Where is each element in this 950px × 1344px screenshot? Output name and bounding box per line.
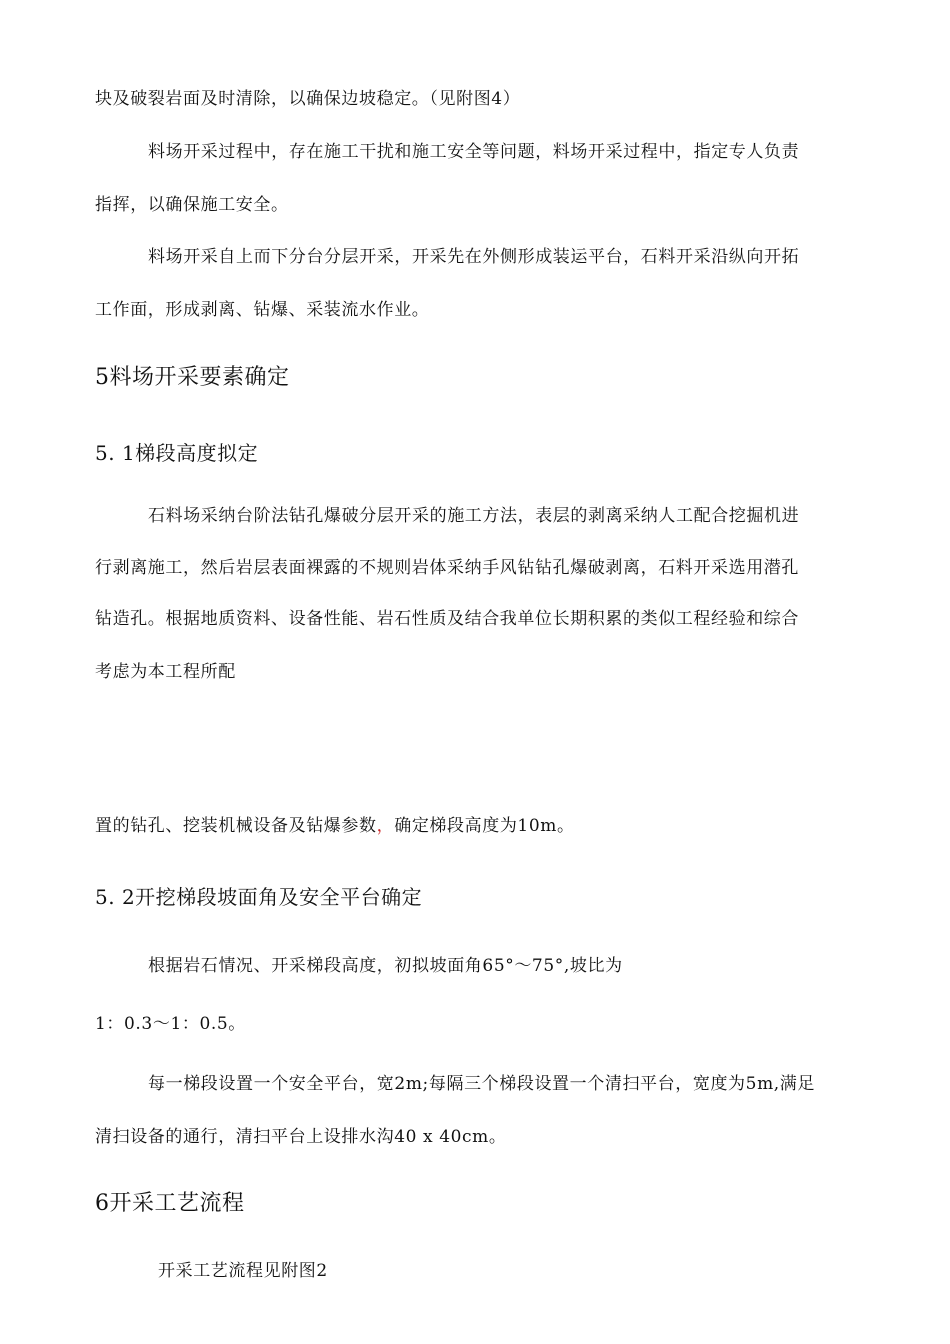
paragraph-line: 料场开采自上而下分台分层开采，开采先在外侧形成装运平台，石料开采沿纵向开拓 bbox=[148, 247, 800, 267]
red-comma: ， bbox=[376, 816, 395, 836]
paragraph-line: 清扫设备的通行，清扫平台上设排水沟40 x 40cm。 bbox=[95, 1127, 507, 1147]
paragraph-line: 考虑为本工程所配 bbox=[95, 662, 236, 682]
section-heading-6: 6开采工艺流程 bbox=[95, 1191, 245, 1216]
section-heading-5-2: 5. 2开挖梯段坡面角及安全平台确定 bbox=[95, 885, 423, 909]
section-heading-5: 5料场开采要素确定 bbox=[95, 365, 290, 390]
paragraph-line: 开采工艺流程见附图2 bbox=[158, 1261, 328, 1281]
paragraph-line: 每一梯段设置一个安全平台，宽2m;每隔三个梯段设置一个清扫平台，宽度为5m,满足 bbox=[148, 1074, 816, 1094]
paragraph-line: 石料场采纳台阶法钻孔爆破分层开采的施工方法，表层的剥离采纳人工配合挖掘机进 bbox=[148, 506, 800, 526]
paragraph-line: 块及破裂岩面及时清除，以确保边坡稳定。（见附图4） bbox=[95, 89, 521, 109]
paragraph-line: 指挥，以确保施工安全。 bbox=[95, 195, 289, 215]
paragraph-line bbox=[95, 815, 575, 837]
paragraph-line: 料场开采过程中，存在施工干扰和施工安全等问题，料场开采过程中，指定专人负责 bbox=[148, 142, 800, 162]
paragraph-line: 行剥离施工，然后岩层表面裸露的不规则岩体采纳手风钻钻孔爆破剥离，石料开采选用潜孔 bbox=[95, 558, 799, 578]
text-segment: 置的钻孔、挖装机械设备及钻爆参数 bbox=[95, 816, 377, 836]
paragraph-line: 钻造孔。根据地质资料、设备性能、岩石性质及结合我单位长期积累的类似工程经验和综合 bbox=[95, 609, 799, 629]
text-segment: 确定梯段高度为10m。 bbox=[394, 816, 575, 836]
paragraph-line: 工作面，形成剥离、钻爆、采装流水作业。 bbox=[95, 300, 430, 320]
paragraph-line: 根据岩石情况、开采梯段高度，初拟坡面角65°〜75°,坡比为 bbox=[148, 956, 623, 976]
section-heading-5-1: 5. 1梯段高度拟定 bbox=[95, 441, 259, 465]
paragraph-line: 1：0.3〜1：0.5。 bbox=[95, 1014, 246, 1034]
